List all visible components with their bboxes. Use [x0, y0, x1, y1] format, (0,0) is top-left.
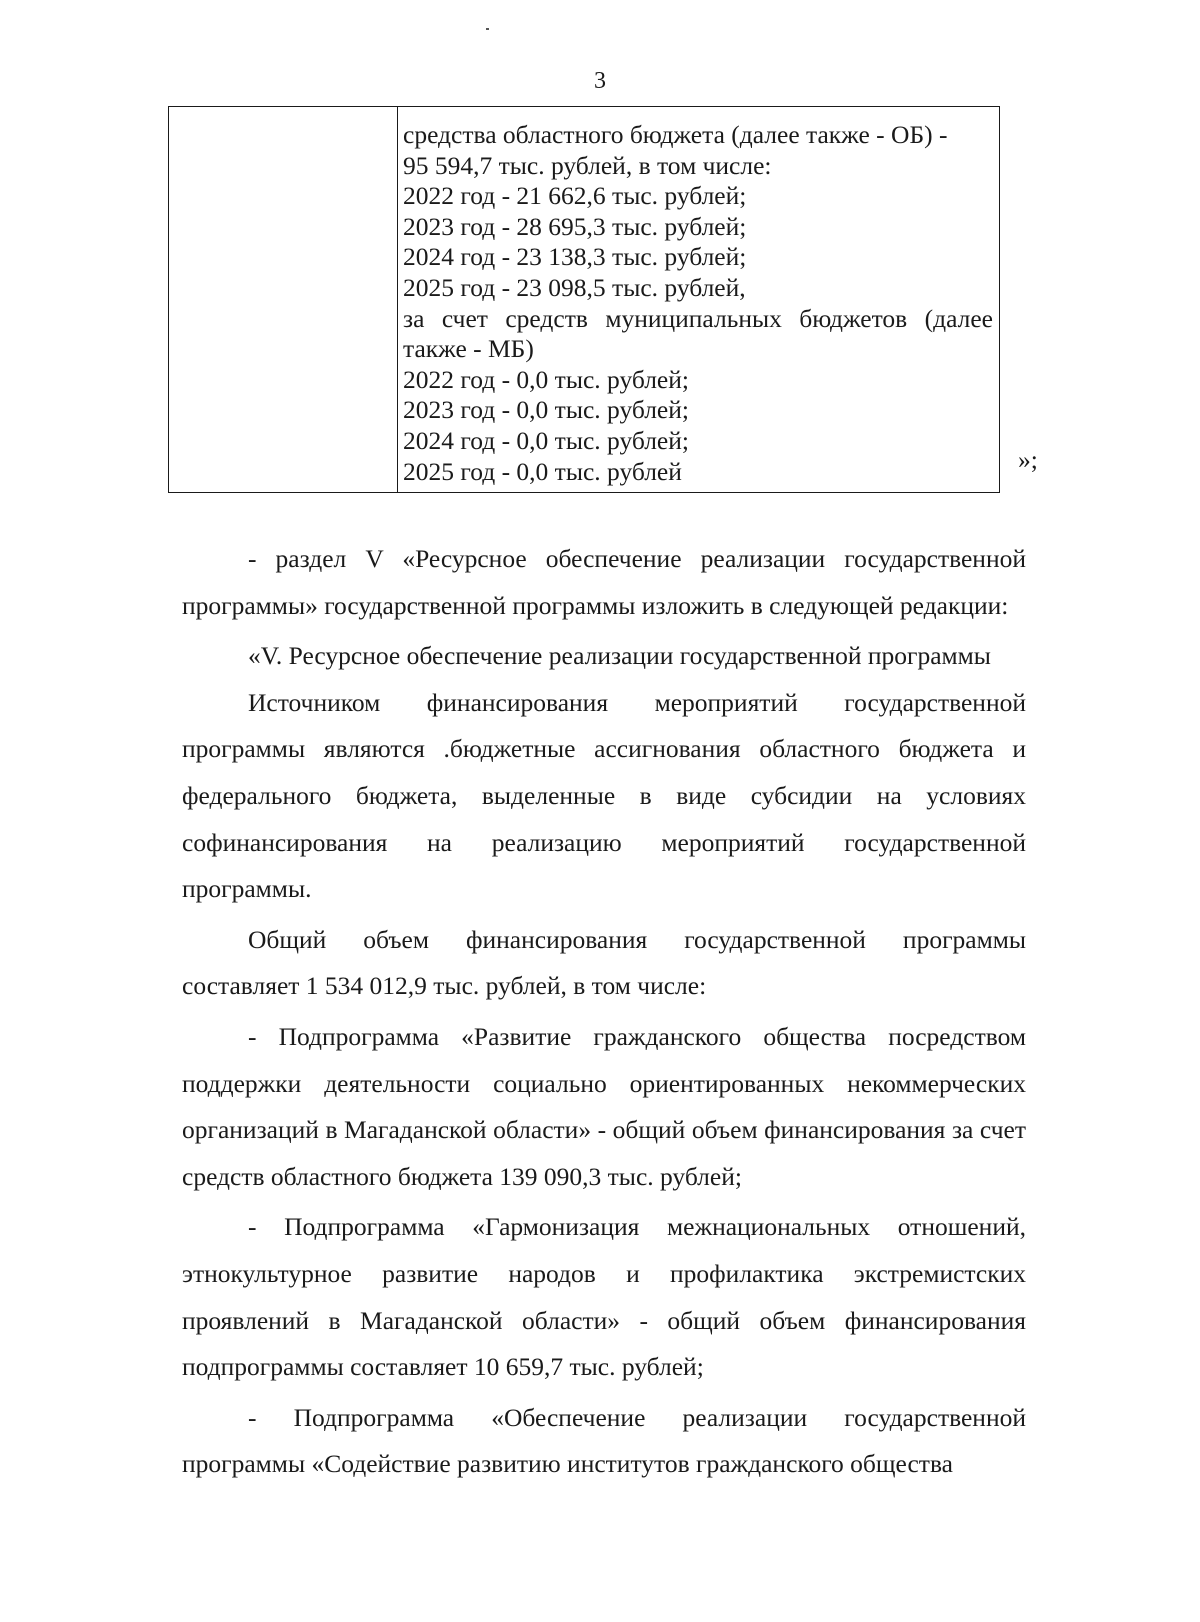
paragraph-subprogram-implementation: - Подпрограмма «Обеспечение реализации государственной программы «Содействие развитию институтов гражданского общества: [182, 1402, 1026, 1479]
table-cell-left: [169, 107, 398, 492]
table-line: 2023 год - 0,0 тыс. рублей;: [403, 395, 689, 425]
table-line: 2025 год - 0,0 тыс. рублей: [403, 456, 682, 486]
table-cell-right: [398, 107, 999, 492]
paragraph-section-v-amendment: - раздел V «Ресурсное обеспечение реализации государственной программы» государственной программы изложить в следующей редакции:: [182, 544, 1026, 620]
paragraph-subprogram-harmonization: - Подпрограмма «Гармонизация межнациональных отношений, этнокультурное развитие народов и профилактика экстремистских проявлений в Магаданской области» - общий объем финансирования подпрограммы составляет 10 659,7 тыс. рублей;: [182, 1212, 1026, 1382]
paragraph-subprogram-civil-society: - Подпрограмма «Развитие гражданского общества посредством поддержки деятельности социально ориентированных некоммерческих организаций в Магаданской области» - общий объем финансирования за счет средств областного бюджета 139 090,3 тыс. рублей;: [182, 1021, 1026, 1191]
scan-speck: [486, 28, 489, 30]
paragraph-funding-source: Источником финансирования мероприятий государственной программы являются .бюджетные ассигнования областного бюджета и федерального бюджета, выделенные в виде субсидии на условиях софинансирования на реализацию мероприятий государственной программы.: [182, 687, 1026, 904]
table-line: также - МБ): [403, 334, 534, 364]
table-line: 2022 год - 21 662,6 тыс. рублей;: [403, 181, 747, 211]
paragraph-total-funding: Общий объем финансирования государственной программы составляет 1 534 012,9 тыс. рублей, в том числе:: [182, 924, 1026, 1001]
table-line: 2022 год - 0,0 тыс. рублей;: [403, 364, 689, 394]
passport-table: [168, 106, 1000, 493]
table-line: средства областного бюджета (далее также - ОБ) -: [403, 120, 948, 149]
closing-quote: »;: [1018, 445, 1038, 474]
table-line: 2024 год - 23 138,3 тыс. рублей;: [403, 242, 747, 272]
table-line: 2024 год - 0,0 тыс. рублей;: [403, 425, 689, 455]
section-heading: «V. Ресурсное обеспечение реализации государственной программы: [248, 641, 991, 671]
table-line: 2023 год - 28 695,3 тыс. рублей;: [403, 211, 747, 241]
document-body: [182, 536, 1026, 1488]
page-number: 3: [594, 68, 606, 94]
table-line: 95 594,7 тыс. рублей, в том числе:: [403, 150, 772, 180]
table-line: за счет средств муниципальных бюджетов (далее: [403, 303, 993, 333]
table-line: 2025 год - 23 098,5 тыс. рублей,: [403, 272, 746, 302]
